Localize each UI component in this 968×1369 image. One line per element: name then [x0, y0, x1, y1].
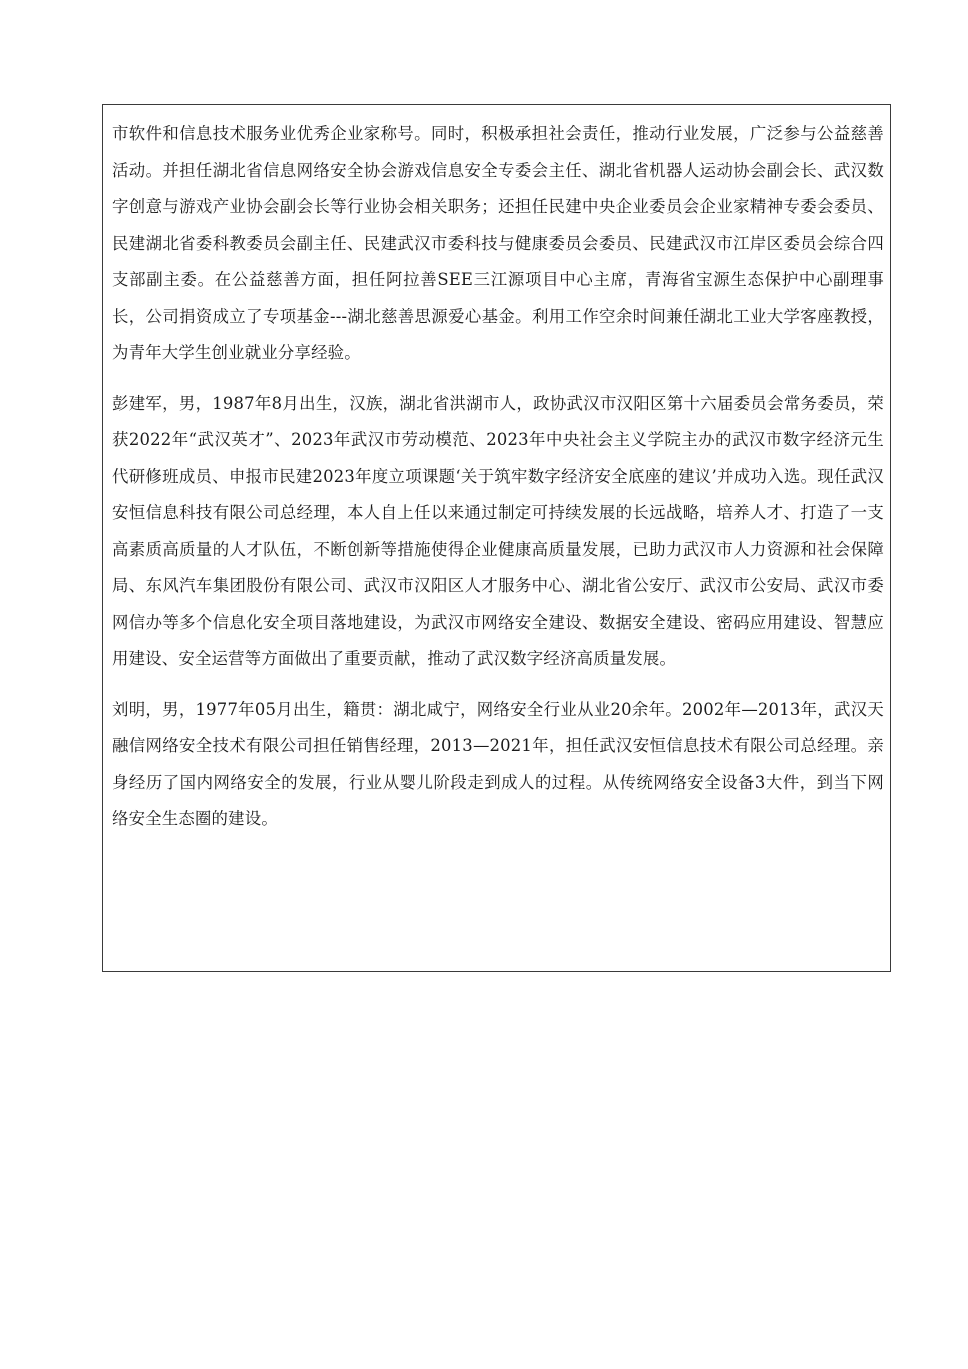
paragraph-continuation: 市软件和信息技术服务业优秀企业家称号。同时，积极承担社会责任，推动行业发展，广泛参与公益慈善活动。并担任湖北省信息网络安全协会游戏信息安全专委会主任、湖北省机器人运动协会副会长、武汉数字创意与游戏产业协会副会长等行业协会相关职务；还担任民建中央企业委员会企业家精神专委会委员、民建湖北省委科教委员会副主任、民建武汉市委科技与健康委员会委员、民建武汉市江岸区委员会综合四支部副主委。在公益慈善方面，担任阿拉善SEE三江源项目中心主席，青海省宝源生态保护中心副理事长，公司捐资成立了专项基金---湖北慈善思源爱心基金。利用工作空余时间兼任湖北工业大学客座教授，为青年大学生创业就业分享经验。	[112, 124, 884, 362]
document-body	[112, 116, 884, 852]
paragraph-peng-jianjun: 彭建军，男，1987年8月出生，汉族，湖北省洪湖市人，政协武汉市汉阳区第十六届委员会常务委员，荣获2022年“武汉英才”、2023年武汉市劳动模范、2023年中央社会主义学院主办的武汉市数字经济元生代研修班成员、申报市民建2023年度立项课题‘关于筑牢数字经济安全底座的建议’并成功入选。现任武汉安恒信息科技有限公司总经理，本人自上任以来通过制定可持续发展的长远战略，培养人才、打造了一支高素质高质量的人才队伍，不断创新等措施使得企业健康高质量发展，已助力武汉市人力资源和社会保障局、东风汽车集团股份有限公司、武汉市汉阳区人才服务中心、湖北省公安厅、武汉市公安局、武汉市委网信办等多个信息化安全项目落地建设，为武汉市网络安全建设、数据安全建设、密码应用建设、智慧应用建设、安全运营等方面做出了重要贡献，推动了武汉数字经济高质量发展。	[112, 393, 884, 668]
paragraph-liu-ming: 刘明，男，1977年05月出生，籍贯：湖北咸宁，网络安全行业从业20余年。2002年—2013年，武汉天融信网络安全技术有限公司担任销售经理，2013—2021年，担任武汉安恒信息技术有限公司总经理。亲身经历了国内网络安全的发展，行业从婴儿阶段走到成人的过程。从传统网络安全设备3大件，到当下网络安全生态圈的建设。	[112, 699, 884, 828]
